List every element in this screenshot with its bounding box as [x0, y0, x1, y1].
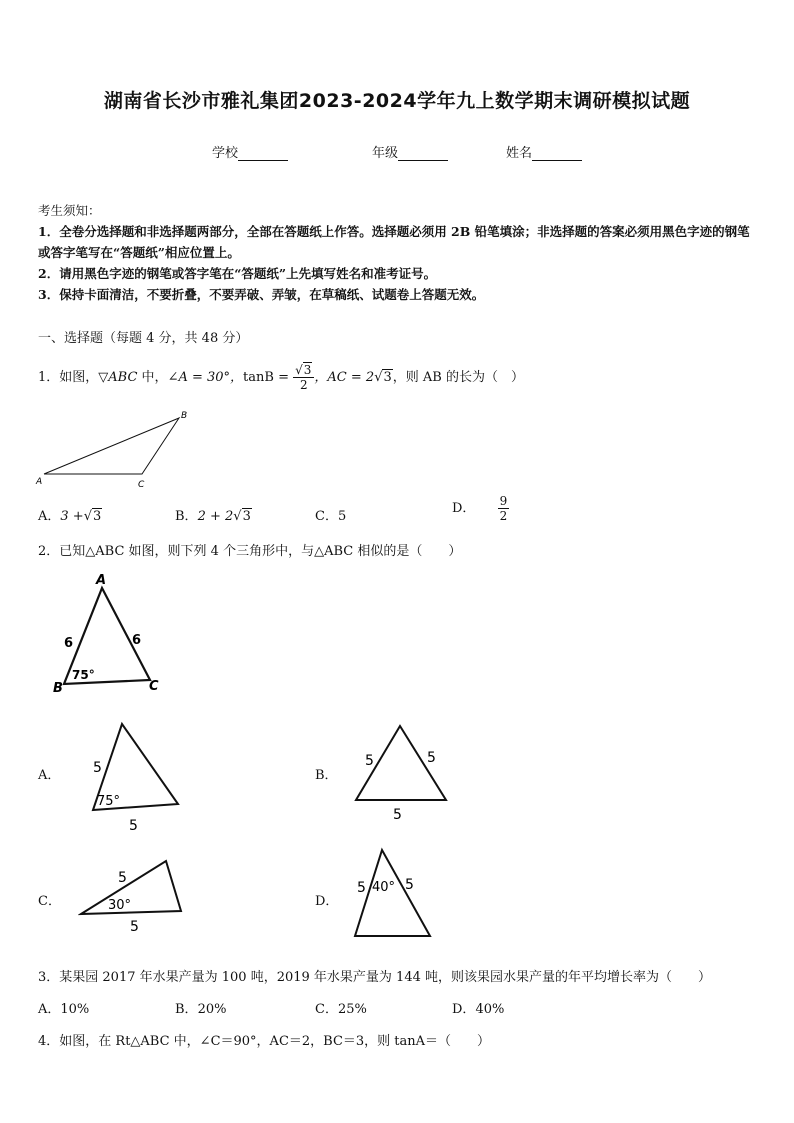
page-title: 湖南省长沙市雅礼集团2023-2024学年九上数学期末调研模拟试题: [103, 90, 691, 112]
q2-option-d-label: D．: [315, 894, 339, 909]
q1-triangle: ▽ABC: [98, 370, 138, 385]
q3-option-d: D．40%: [452, 1002, 505, 1017]
q1-mid: 中，: [137, 370, 168, 385]
school-blank: [238, 146, 288, 161]
q2-a-side2: 5: [129, 818, 138, 834]
q2-d-side1: 5: [357, 880, 366, 896]
q1-angle: ∠A = 30°，: [167, 370, 244, 385]
q1-option-b: B．2 + 2√3: [175, 509, 251, 524]
grade-label: 年级: [372, 146, 399, 161]
q1-label-a: A: [36, 477, 43, 487]
name-field: [506, 142, 582, 161]
q2-b-side1: 5: [365, 753, 374, 769]
q2-d-angle: 40°: [372, 880, 396, 895]
school-label: 学校: [212, 146, 239, 161]
q1-triangle-shape: [44, 418, 179, 474]
q1-ac: ，AC = 2: [314, 370, 375, 385]
school-field: [212, 142, 288, 161]
q2-a-side1: 5: [93, 760, 102, 776]
notice: [38, 200, 758, 305]
q2-c-angle: 30°: [108, 898, 132, 913]
q2-ref-side1: 6: [64, 636, 74, 651]
q2-c-side2: 5: [130, 919, 139, 935]
q2-b-side3: 5: [393, 807, 402, 823]
notice-item-2: 2．请用黑色字迹的钢笔或答字笔在“答题纸”上先填写姓名和准考证号。: [38, 266, 437, 281]
q2-option-c-label: C．: [38, 894, 61, 909]
q2-ref-angle: 75°: [72, 668, 95, 682]
notice-item-3: 3．保持卡面清洁，不要折叠，不要弄破、弄皱，在草稿纸、试题卷上答题无效。: [38, 287, 485, 302]
q2-option-b-figure: [350, 718, 455, 826]
question-2: 2．已知△ABC 如图，则下列 4 个三角形中，与△ABC 相似的是（ ）: [38, 544, 462, 559]
grade-blank: [398, 146, 448, 161]
section-heading: 一、选择题（每题 4 分，共 48 分）: [38, 331, 249, 346]
q1-prefix: 1．如图，: [38, 370, 99, 385]
question-3: 3．某果园 2017 年水果产量为 100 吨，2019 年水果产量为 144 吨，则该果园水果产量的年平均增长率为（ ）: [38, 970, 711, 985]
q3-option-b: B．20%: [175, 1002, 227, 1017]
q3-option-a: A．10%: [38, 1002, 90, 1017]
q2-option-b-label: B．: [315, 768, 338, 783]
q2-b-side2: 5: [427, 750, 436, 766]
q2-reference-figure: [48, 572, 168, 697]
grade-field: [372, 142, 448, 161]
q1-tan-fraction: $\frac{√3}{2}$: [293, 363, 314, 392]
q1-option-c: C．5: [315, 509, 347, 524]
notice-heading: 考生须知：: [38, 203, 101, 218]
q1-tan: tanB =: [243, 370, 289, 385]
q1-label-c: C: [138, 480, 145, 490]
q2-option-a-label: A．: [38, 768, 61, 783]
q1-tan-num: 3: [303, 363, 312, 377]
q1-ac-rad: 3: [383, 370, 392, 385]
name-blank: [532, 146, 582, 161]
question-1: 1．如图，▽ABC 中，∠A = 30°，tanB = $\frac{√3}{2}$ ，AC = 2√3，则 AB 的长为（ ）: [38, 363, 524, 392]
q1-option-d: D． $\frac{9}{2}$: [452, 494, 508, 523]
q3-option-c: C．25%: [315, 1002, 367, 1017]
q2-a-angle: 75°: [97, 794, 121, 809]
q1-option-a: A．3 +√3: [38, 509, 102, 524]
q2-ref-label-c: C: [149, 679, 159, 694]
notice-item-1: 1．全卷分选择题和非选择题两部分，全部在答题纸上作答。选择题必须用 2B 铅笔填涂；非选择题的答案必须用黑色字迹的钢笔或答字笔写在“答题纸”相应位置上。: [38, 224, 750, 260]
question-4: 4．如图，在 Rt△ABC 中，∠C＝90°，AC＝2，BC＝3，则 tanA＝（ ）: [38, 1034, 491, 1049]
q1-post: ，则 AB 的长为（ ）: [392, 370, 524, 385]
q1-figure: [32, 406, 202, 491]
q2-option-d-figure: [350, 846, 435, 942]
q2-d-side2: 5: [405, 877, 414, 893]
q2-ref-side2: 6: [132, 633, 142, 648]
q2-ref-label-b: B: [53, 681, 63, 696]
q2-ref-label-a: A: [96, 573, 107, 588]
q1-label-b: B: [181, 411, 188, 421]
q2-c-side1: 5: [118, 870, 127, 886]
q1-tan-den: 2: [299, 378, 308, 392]
q2-option-c-figure: [78, 858, 190, 938]
q2-option-a-figure: [85, 718, 190, 836]
name-label: 姓名: [506, 146, 533, 161]
